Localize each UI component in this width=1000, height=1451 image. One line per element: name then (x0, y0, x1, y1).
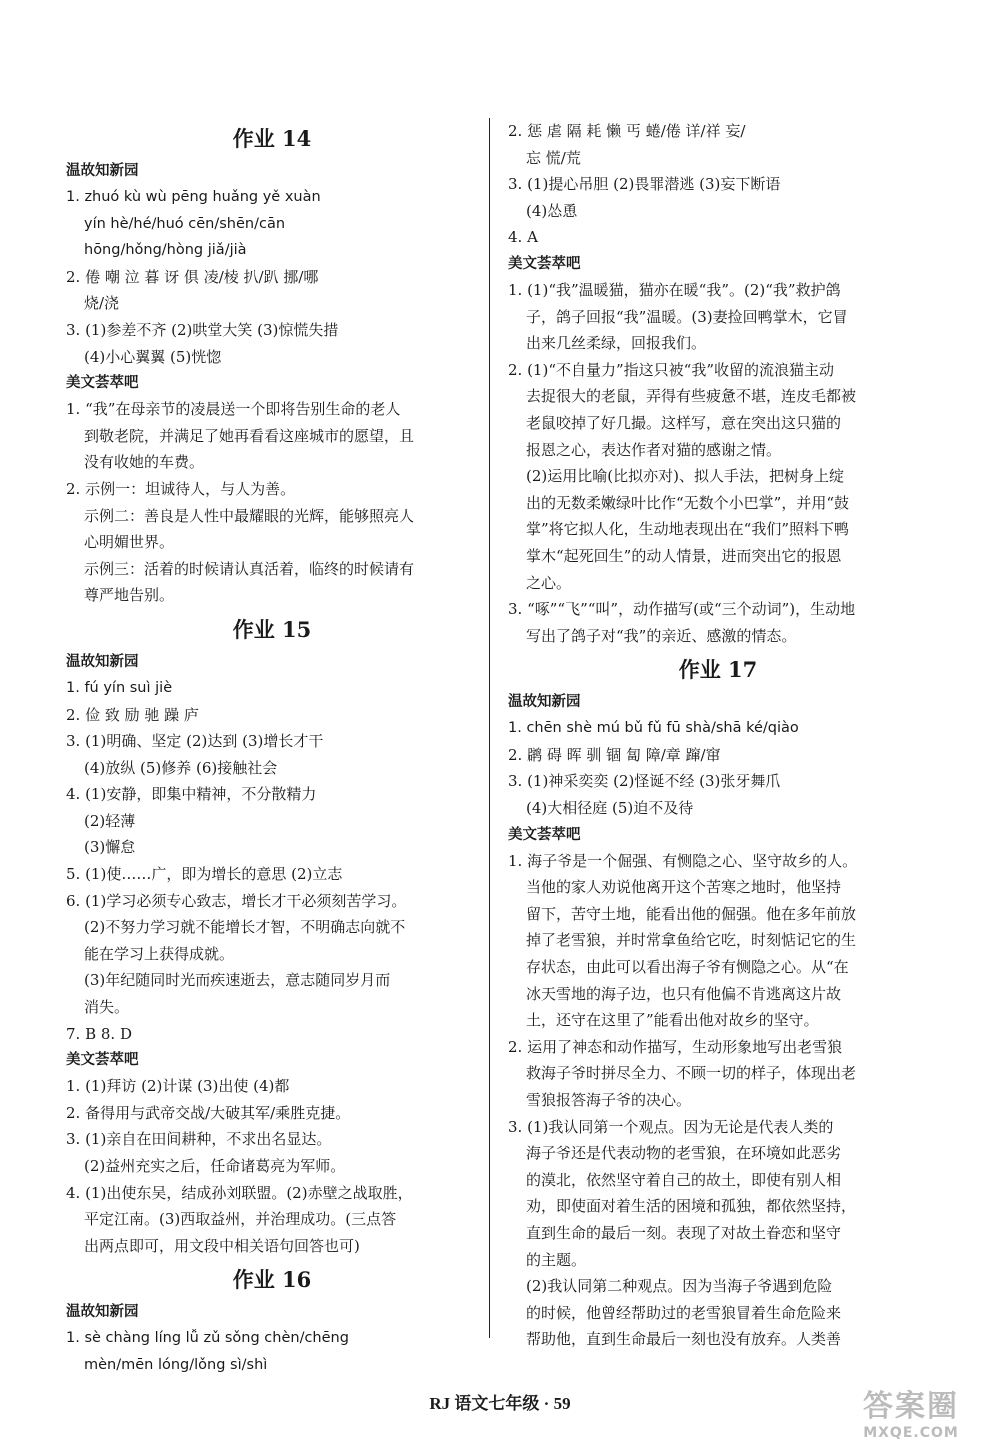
section-reading: 美文荟萃吧 (66, 375, 139, 392)
answer-line: 3. “啄”“飞”“叫”，动作描写(或“三个动词”)，生动地 (508, 600, 856, 619)
answer-line: 帮助他，直到生命最后一刻也没有放弃。人类善 (526, 1330, 842, 1349)
watermark-logo (836, 1381, 986, 1441)
answer-line: 4. (1)出使东吴，结成孙刘联盟。(2)赤壁之战取胜， (66, 1183, 413, 1202)
answer-line: 救海子爷时拼尽全力、不顾一切的样子，体现出老 (526, 1064, 857, 1083)
answer-line: 5. (1)使……广，即为增长的意思 (2)立志 (66, 865, 343, 884)
answer-line: 1. (1)“我”温暖猫，猫亦在暖“我”。(2)“我”救护鸽 (508, 280, 841, 299)
answer-line: 6. (1)学习必须专心致志，增长才干必须刻苦学习。 (66, 891, 407, 910)
answer-line: 7. B 8. D (66, 1024, 132, 1043)
answer-line: 报恩之心，表达作者对猫的感谢之情。 (526, 440, 782, 459)
answer-line: 3. (1)神采奕奕 (2)怪诞不经 (3)张牙舞爪 (508, 772, 781, 791)
answer-line: (4)放纵 (5)修养 (6)接触社会 (84, 758, 278, 777)
answer-line: 1. fú yín suì jiè (66, 679, 173, 696)
answer-line: 烧/浇 (84, 294, 120, 313)
answer-line: mèn/mēn lóng/lǒng sì/shì (84, 1356, 268, 1373)
answer-line: 2. 倦 嘲 泣 暮 讶 俱 凌/棱 扒/趴 挪/哪 (66, 267, 319, 286)
answer-line: 冰天雪地的海子边，也只有他偏不肯逃离这片故 (526, 984, 842, 1003)
answer-line: 3. (1)明确、坚定 (2)达到 (3)增长才干 (66, 732, 324, 751)
answer-line: 1. chēn shè mú bǔ fǔ fū shà/shā ké/qiào (508, 720, 799, 737)
answer-line: 1. (1)拜访 (2)计谋 (3)出使 (4)都 (66, 1077, 290, 1096)
answer-line: 土，还守在这里了”能看出他对故乡的坚守。 (526, 1011, 819, 1030)
answer-line: (2)运用比喻(比拟亦对)、拟人手法，把树身上绽 (526, 467, 844, 486)
answer-line: (3)年纪随同时光而疾速逝去，意志随同岁月而 (84, 971, 391, 990)
homework-15-title: 作业 15 (232, 616, 312, 642)
answer-line: 2. 䴙 碍 晖 驯 锢 匐 障/章 蹿/窜 (508, 745, 721, 764)
answer-line: 3. (1)我认同第一个观点。因为无论是代表人类的 (508, 1117, 834, 1136)
answer-line: 的时候，他曾经帮助过的老雪狼冒着生命危险来 (526, 1303, 842, 1322)
answer-line: 2. (1)“不自量力”指这只被“我”收留的流浪猫主动 (508, 360, 835, 379)
answer-line: 的漠北，依然坚守着自己的故土，即使有别人相 (526, 1170, 842, 1189)
answer-line: 4. A (508, 228, 538, 247)
answer-line: 掌”将它拟人化，生动地表现出在“我们”照料下鸭 (526, 520, 850, 539)
answer-line: 雪狼报答海子爷的决心。 (526, 1091, 692, 1109)
answer-line: (3)懈怠 (84, 838, 136, 857)
answer-line: 当他的家人劝说他离开这个苦寒之地时，他坚持 (526, 878, 842, 897)
answer-line: (2)我认同第二种观点。因为当海子爷遇到危险 (526, 1277, 833, 1296)
answer-line: 直到生命的最后一刻。表现了对故土眷恋和坚守 (526, 1223, 842, 1242)
answer-line: 之心。 (526, 573, 572, 592)
answer-line: 没有收她的车费。 (84, 453, 205, 472)
section-review: 温故知新园 (66, 653, 139, 670)
answer-line: 2. 运用了神态和动作描写，生动形象地写出老雪狼 (508, 1037, 843, 1056)
homework-16-title: 作业 16 (232, 1267, 312, 1293)
section-review: 温故知新园 (508, 694, 581, 711)
answer-line: 2. 俭 致 励 驰 躁 庐 (66, 705, 199, 724)
section-reading: 美文荟萃吧 (66, 1052, 139, 1069)
homework-14-title: 作业 14 (232, 126, 312, 151)
answer-line: (2)益州充实之后，任命诸葛亮为军师。 (84, 1157, 346, 1175)
answer-line: 到敬老院，并满足了她再看看这座城市的愿望，且 (84, 426, 415, 445)
answer-line: 2. 惩 虐 隔 耗 懒 丐 蜷/倦 详/祥 妄/ (508, 122, 746, 140)
answer-line: 劝，即使面对着生活的困境和孤独，都依然坚持， (526, 1197, 857, 1216)
answer-line: 1. sè chàng líng lǚ zǔ sǒng chèn/chēng (66, 1330, 349, 1347)
answer-line: (2)轻薄 (84, 811, 136, 830)
answer-line: 4. (1)安静，即集中精神，不分散精力 (66, 785, 317, 804)
answer-line: 出来几丝柔绿，回报我们。 (526, 334, 707, 353)
answer-line: 海子爷还是代表动物的老雪狼，在环境如此恶劣 (526, 1144, 842, 1163)
column-divider (489, 118, 490, 1338)
homework-17-title: 作业 17 (678, 657, 758, 683)
answer-line: 3. (1)亲自在田间耕种，不求出名显达。 (66, 1130, 332, 1149)
answer-line: 留下，苦守土地，能看出他的倔强。他在多年前放 (526, 904, 857, 923)
section-reading: 美文荟萃吧 (508, 826, 581, 843)
left-column (66, 118, 478, 1379)
answer-line: 能在学习上获得成就。 (84, 944, 235, 963)
watermark-logo-text: 答案圈 (863, 1389, 959, 1424)
answer-line: 掉了老雪狼，并时常拿鱼给它吃，时刻惦记它的生 (526, 931, 857, 950)
answer-line: 尊严地告别。 (84, 586, 175, 605)
answer-line: hōng/hǒng/hòng jiǎ/jià (84, 242, 247, 259)
answer-line: 3. (1)提心吊胆 (2)畏罪潜逃 (3)妄下断语 (508, 175, 781, 194)
answer-line: 3. (1)参差不齐 (2)哄堂大笑 (3)惊慌失措 (66, 320, 339, 339)
answer-line: 心明媚世界。 (84, 533, 175, 552)
answer-line: 存状态，由此可以看出海子爷有恻隐之心。从“在 (526, 958, 849, 977)
section-review: 温故知新园 (66, 1304, 139, 1321)
answer-line: 写出了鸽子对“我”的亲近、感激的情态。 (526, 626, 797, 645)
answer-line: 2. 备得用与武帝交战/大破其军/乘胜克捷。 (66, 1103, 351, 1122)
answer-line: (4)小心翼翼 (5)恍惚 (84, 347, 222, 366)
answer-line: 1. 海子爷是一个倔强、有恻隐之心、坚守故乡的人。 (508, 851, 858, 870)
answer-line: 1. “我”在母亲节的凌晨送一个即将告别生命的老人 (66, 400, 401, 419)
answer-line: 示例二：善良是人性中最耀眼的光辉，能够照亮人 (84, 506, 415, 525)
answer-line: 的主题。 (526, 1250, 587, 1269)
answer-line: 消失。 (84, 998, 130, 1017)
answer-line: 出两点即可，用文段中相关语句回答也可) (84, 1236, 360, 1255)
section-review: 温故知新园 (66, 163, 139, 179)
answer-line: 掌木“起死回生”的动人情景，进而突出它的报恩 (526, 546, 842, 565)
answer-line: 去捉很大的老鼠，弄得有些疲惫不堪，连皮毛都被 (526, 387, 857, 406)
answer-line: 忘 慌/荒 (526, 148, 581, 167)
answer-line: 示例三：活着的时候请认真活着，临终的时候请有 (84, 559, 415, 578)
answer-line: 子，鸽子回报“我”温暖。(3)妻捡回鸭掌木，它冒 (526, 307, 848, 326)
answer-line: 1. zhuó kù wù pēng huǎng yě xuàn (66, 189, 321, 205)
answer-line: 平定江南。(3)西取益州，并治理成功。(三点答 (84, 1210, 397, 1229)
answer-line: (4)大相径庭 (5)迫不及待 (526, 799, 694, 818)
section-reading: 美文荟萃吧 (508, 255, 581, 272)
page-footer: RJ 语文七年级 · 59 (429, 1394, 571, 1413)
answer-line: 2. 示例一：坦诚待人，与人为善。 (66, 479, 296, 498)
answer-line: (2)不努力学习就不能增长才智，不明确志向就不 (84, 918, 406, 937)
right-column (508, 118, 928, 1353)
answer-line: yín hè/hé/huó cēn/shēn/cān (84, 215, 286, 232)
answer-line: 出的无数柔嫩绿叶比作“无数个小巴掌”，并用“鼓 (526, 493, 850, 512)
answer-line: (4)怂恿 (526, 201, 578, 220)
answer-line: 老鼠咬掉了好几撮。这样写，意在突出这只猫的 (526, 413, 842, 432)
watermark-url: MXQE.COM (863, 1425, 959, 1441)
